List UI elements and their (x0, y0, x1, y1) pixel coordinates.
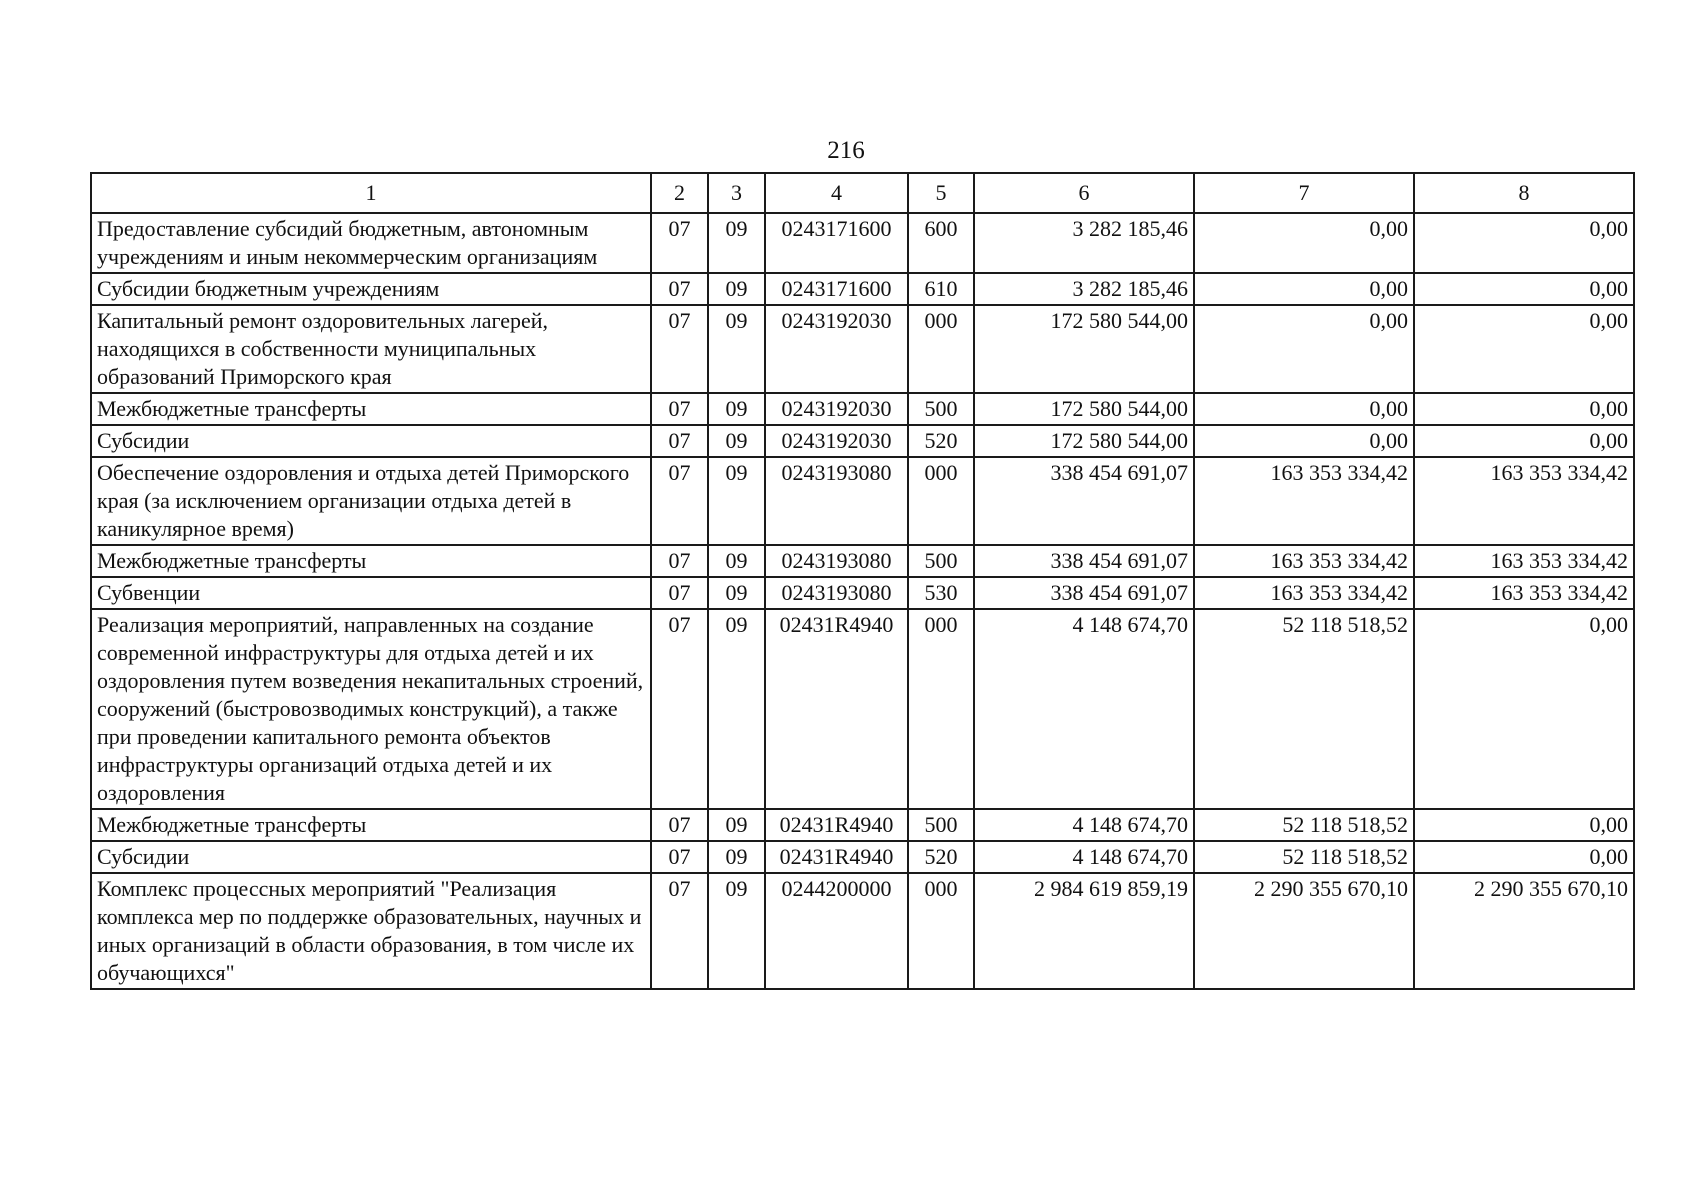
section-code: 07 (651, 809, 708, 841)
expense-type-code: 600 (908, 213, 974, 273)
target-article-code: 0243193080 (765, 577, 908, 609)
amount-col-6: 4 148 674,70 (974, 809, 1194, 841)
item-name: Межбюджетные трансферты (91, 545, 651, 577)
target-article-code: 0243171600 (765, 213, 908, 273)
amount-col-7: 0,00 (1194, 393, 1414, 425)
target-article-code: 0243171600 (765, 273, 908, 305)
table-row (91, 273, 1634, 305)
item-name: Обеспечение оздоровления и отдыха детей Приморского края (за исключением организации отдыха детей в каникулярное время) (91, 457, 651, 545)
section-code: 07 (651, 841, 708, 873)
expense-type-code: 520 (908, 425, 974, 457)
subsection-code: 09 (708, 213, 765, 273)
column-header-5: 5 (908, 173, 974, 213)
subsection-code: 09 (708, 305, 765, 393)
header-row (91, 173, 1634, 213)
item-name: Субвенции (91, 577, 651, 609)
column-header-2: 2 (651, 173, 708, 213)
amount-col-8: 163 353 334,42 (1414, 545, 1634, 577)
amount-col-6: 172 580 544,00 (974, 305, 1194, 393)
amount-col-8: 0,00 (1414, 809, 1634, 841)
table-row (91, 577, 1634, 609)
target-article-code: 0243192030 (765, 393, 908, 425)
expense-type-code: 500 (908, 545, 974, 577)
target-article-code: 02431R4940 (765, 841, 908, 873)
amount-col-8: 163 353 334,42 (1414, 457, 1634, 545)
expense-type-code: 000 (908, 457, 974, 545)
item-name: Субсидии (91, 425, 651, 457)
amount-col-8: 0,00 (1414, 609, 1634, 809)
amount-col-8: 0,00 (1414, 841, 1634, 873)
table-row (91, 393, 1634, 425)
subsection-code: 09 (708, 873, 765, 989)
item-name: Межбюджетные трансферты (91, 393, 651, 425)
target-article-code: 0243193080 (765, 545, 908, 577)
table-row (91, 213, 1634, 273)
target-article-code: 0243192030 (765, 425, 908, 457)
subsection-code: 09 (708, 577, 765, 609)
column-header-3: 3 (708, 173, 765, 213)
table-row (91, 873, 1634, 989)
table-row (91, 545, 1634, 577)
item-name: Субсидии бюджетным учреждениям (91, 273, 651, 305)
amount-col-7: 163 353 334,42 (1194, 545, 1414, 577)
amount-col-6: 4 148 674,70 (974, 841, 1194, 873)
amount-col-6: 4 148 674,70 (974, 609, 1194, 809)
item-name: Капитальный ремонт оздоровительных лагерей, находящихся в собственности муниципальных образований Приморского края (91, 305, 651, 393)
expense-type-code: 000 (908, 873, 974, 989)
expense-type-code: 500 (908, 809, 974, 841)
table-row (91, 841, 1634, 873)
amount-col-7: 163 353 334,42 (1194, 577, 1414, 609)
column-header-7: 7 (1194, 173, 1414, 213)
amount-col-8: 0,00 (1414, 305, 1634, 393)
expense-type-code: 000 (908, 609, 974, 809)
section-code: 07 (651, 457, 708, 545)
column-header-6: 6 (974, 173, 1194, 213)
budget-table (90, 172, 1635, 990)
amount-col-6: 338 454 691,07 (974, 577, 1194, 609)
section-code: 07 (651, 213, 708, 273)
column-header-8: 8 (1414, 173, 1634, 213)
amount-col-6: 172 580 544,00 (974, 393, 1194, 425)
amount-col-6: 338 454 691,07 (974, 457, 1194, 545)
expense-type-code: 500 (908, 393, 974, 425)
subsection-code: 09 (708, 457, 765, 545)
section-code: 07 (651, 873, 708, 989)
amount-col-7: 52 118 518,52 (1194, 809, 1414, 841)
amount-col-7: 0,00 (1194, 305, 1414, 393)
section-code: 07 (651, 393, 708, 425)
item-name: Комплекс процессных мероприятий "Реализация комплекса мер по поддержке образовательных, научных и иных организаций в области образования, в том числе их обучающихся" (91, 873, 651, 989)
subsection-code: 09 (708, 273, 765, 305)
target-article-code: 0244200000 (765, 873, 908, 989)
target-article-code: 02431R4940 (765, 809, 908, 841)
column-header-1: 1 (91, 173, 651, 213)
item-name: Реализация мероприятий, направленных на создание современной инфраструктуры для отдыха детей и их оздоровления путем возведения некапитальных строений, сооружений (быстровозводимых конструкций), а также при проведении капитального ремонта объектов инфраструктуры организаций отдыха детей и их оздоровления (91, 609, 651, 809)
expense-type-code: 000 (908, 305, 974, 393)
amount-col-8: 0,00 (1414, 213, 1634, 273)
subsection-code: 09 (708, 545, 765, 577)
table-row (91, 809, 1634, 841)
section-code: 07 (651, 545, 708, 577)
expense-type-code: 610 (908, 273, 974, 305)
table-row (91, 425, 1634, 457)
table-row (91, 609, 1634, 809)
item-name: Предоставление субсидий бюджетным, автономным учреждениям и иным некоммерческим организациям (91, 213, 651, 273)
section-code: 07 (651, 273, 708, 305)
amount-col-6: 338 454 691,07 (974, 545, 1194, 577)
amount-col-7: 2 290 355 670,10 (1194, 873, 1414, 989)
expense-type-code: 530 (908, 577, 974, 609)
subsection-code: 09 (708, 841, 765, 873)
page-number: 216 (827, 137, 865, 164)
section-code: 07 (651, 577, 708, 609)
subsection-code: 09 (708, 809, 765, 841)
amount-col-8: 163 353 334,42 (1414, 577, 1634, 609)
column-header-4: 4 (765, 173, 908, 213)
table-row (91, 305, 1634, 393)
subsection-code: 09 (708, 393, 765, 425)
section-code: 07 (651, 425, 708, 457)
table-row (91, 457, 1634, 545)
subsection-code: 09 (708, 425, 765, 457)
amount-col-6: 3 282 185,46 (974, 273, 1194, 305)
target-article-code: 0243193080 (765, 457, 908, 545)
item-name: Межбюджетные трансферты (91, 809, 651, 841)
section-code: 07 (651, 305, 708, 393)
amount-col-8: 0,00 (1414, 273, 1634, 305)
subsection-code: 09 (708, 609, 765, 809)
target-article-code: 02431R4940 (765, 609, 908, 809)
amount-col-7: 0,00 (1194, 425, 1414, 457)
expense-type-code: 520 (908, 841, 974, 873)
section-code: 07 (651, 609, 708, 809)
amount-col-7: 52 118 518,52 (1194, 841, 1414, 873)
amount-col-8: 0,00 (1414, 425, 1634, 457)
amount-col-6: 2 984 619 859,19 (974, 873, 1194, 989)
target-article-code: 0243192030 (765, 305, 908, 393)
amount-col-7: 52 118 518,52 (1194, 609, 1414, 809)
amount-col-7: 0,00 (1194, 273, 1414, 305)
amount-col-8: 0,00 (1414, 393, 1634, 425)
amount-col-7: 163 353 334,42 (1194, 457, 1414, 545)
amount-col-7: 0,00 (1194, 213, 1414, 273)
amount-col-8: 2 290 355 670,10 (1414, 873, 1634, 989)
item-name: Субсидии (91, 841, 651, 873)
amount-col-6: 3 282 185,46 (974, 213, 1194, 273)
amount-col-6: 172 580 544,00 (974, 425, 1194, 457)
